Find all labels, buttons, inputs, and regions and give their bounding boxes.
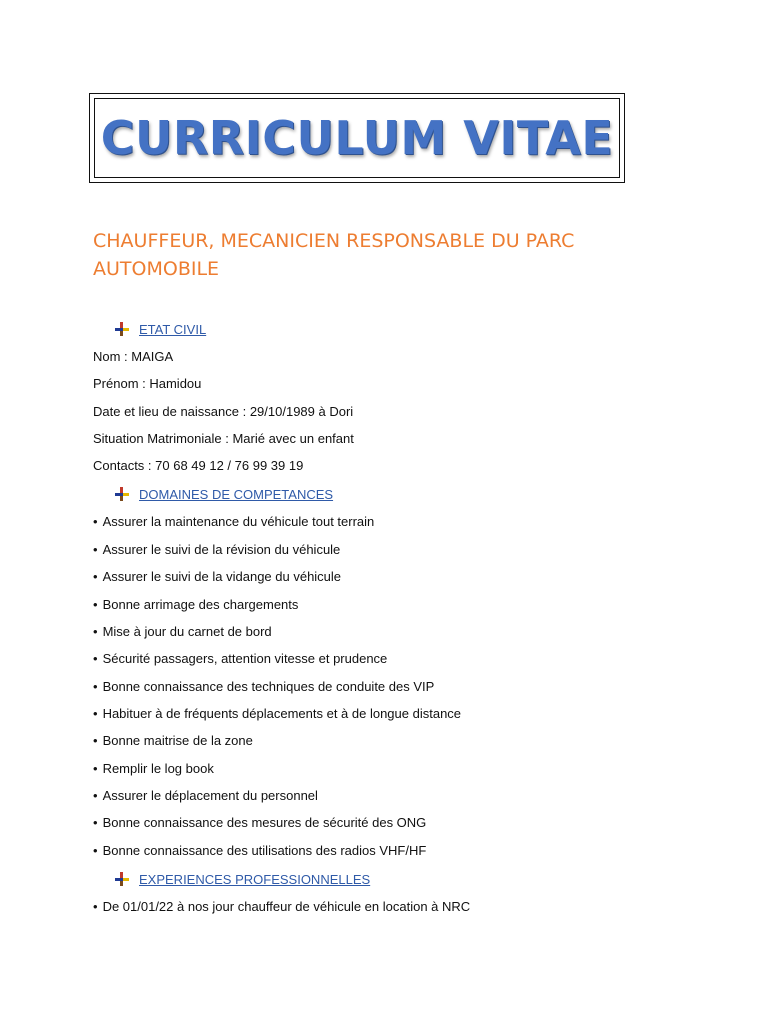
etat-civil-prenom: Prénom : Hamidou (93, 376, 202, 391)
bullet: • (93, 788, 98, 803)
list-item-text: Mise à jour du carnet de bord (102, 624, 272, 639)
bullet: • (93, 815, 98, 830)
etat-civil-naissance: Date et lieu de naissance : 29/10/1989 à Dori (93, 404, 354, 419)
section-heading-competences (115, 485, 333, 503)
list-item-text: Habituer à de fréquents déplacements et à de longue distance (102, 706, 462, 721)
list-item-text: Sécurité passagers, attention vitesse et prudence (102, 651, 388, 666)
bullet: • (93, 514, 98, 529)
section-label: ETAT CIVIL (139, 321, 207, 337)
list-item (93, 597, 298, 613)
list-item-text: Remplir le log book (102, 761, 214, 776)
list-item-text: Bonne connaissance des techniques de conduite des VIP (102, 679, 435, 694)
list-item-text: De 01/01/22 à nos jour chauffeur de véhicule en location à NRC (102, 899, 471, 914)
list-item-text: Bonne connaissance des mesures de sécurité des ONG (102, 815, 427, 830)
list-item-text: Bonne maitrise de la zone (102, 733, 253, 748)
bullet: • (93, 542, 98, 557)
list-item (93, 761, 214, 777)
etat-civil-nom: Nom : MAIGA (93, 349, 174, 364)
list-item (93, 624, 272, 640)
section-label: EXPERIENCES PROFESSIONNELLES (139, 871, 371, 887)
page-title: CURRICULUM VITAE (100, 111, 614, 165)
list-item-text: Assurer le suivi de la révision du véhicule (102, 542, 341, 557)
list-item (93, 514, 374, 530)
list-item-text: Bonne arrimage des chargements (102, 597, 299, 612)
title-inner-frame (94, 98, 620, 178)
job-title: CHAUFFEUR, MECANICIEN RESPONSABLE DU PARC AUTOMOBILE (93, 230, 575, 280)
list-item (93, 788, 318, 804)
bullet: • (93, 569, 98, 584)
bullet: • (93, 733, 98, 748)
list-item (93, 899, 470, 915)
bullet: • (93, 679, 98, 694)
list-item (93, 843, 426, 859)
bullet: • (93, 651, 98, 666)
section-bullet-icon (115, 872, 129, 886)
bullet: • (93, 706, 98, 721)
section-bullet-icon (115, 487, 129, 501)
bullet: • (93, 843, 98, 858)
etat-civil-situation: Situation Matrimoniale : Marié avec un enfant (93, 431, 354, 446)
section-label: DOMAINES DE COMPETANCES (139, 486, 334, 502)
list-item (93, 706, 461, 722)
list-item (93, 733, 253, 749)
list-item-text: Assurer le suivi de la vidange du véhicule (102, 569, 342, 584)
bullet: • (93, 597, 98, 612)
list-item (93, 569, 341, 585)
bullet: • (93, 899, 98, 914)
list-item (93, 651, 387, 667)
bullet: • (93, 624, 98, 639)
list-item (93, 679, 434, 695)
list-item-text: Bonne connaissance des utilisations des radios VHF/HF (102, 843, 427, 858)
section-heading-experiences (115, 870, 370, 888)
section-heading-etat-civil (115, 320, 206, 338)
title-frame (89, 93, 625, 183)
etat-civil-contacts: Contacts : 70 68 49 12 / 76 99 39 19 (93, 458, 304, 473)
list-item-text: Assurer la maintenance du véhicule tout terrain (102, 514, 375, 529)
list-item (93, 542, 340, 558)
section-bullet-icon (115, 322, 129, 336)
bullet: • (93, 761, 98, 776)
list-item-text: Assurer le déplacement du personnel (102, 788, 318, 803)
list-item (93, 815, 426, 831)
